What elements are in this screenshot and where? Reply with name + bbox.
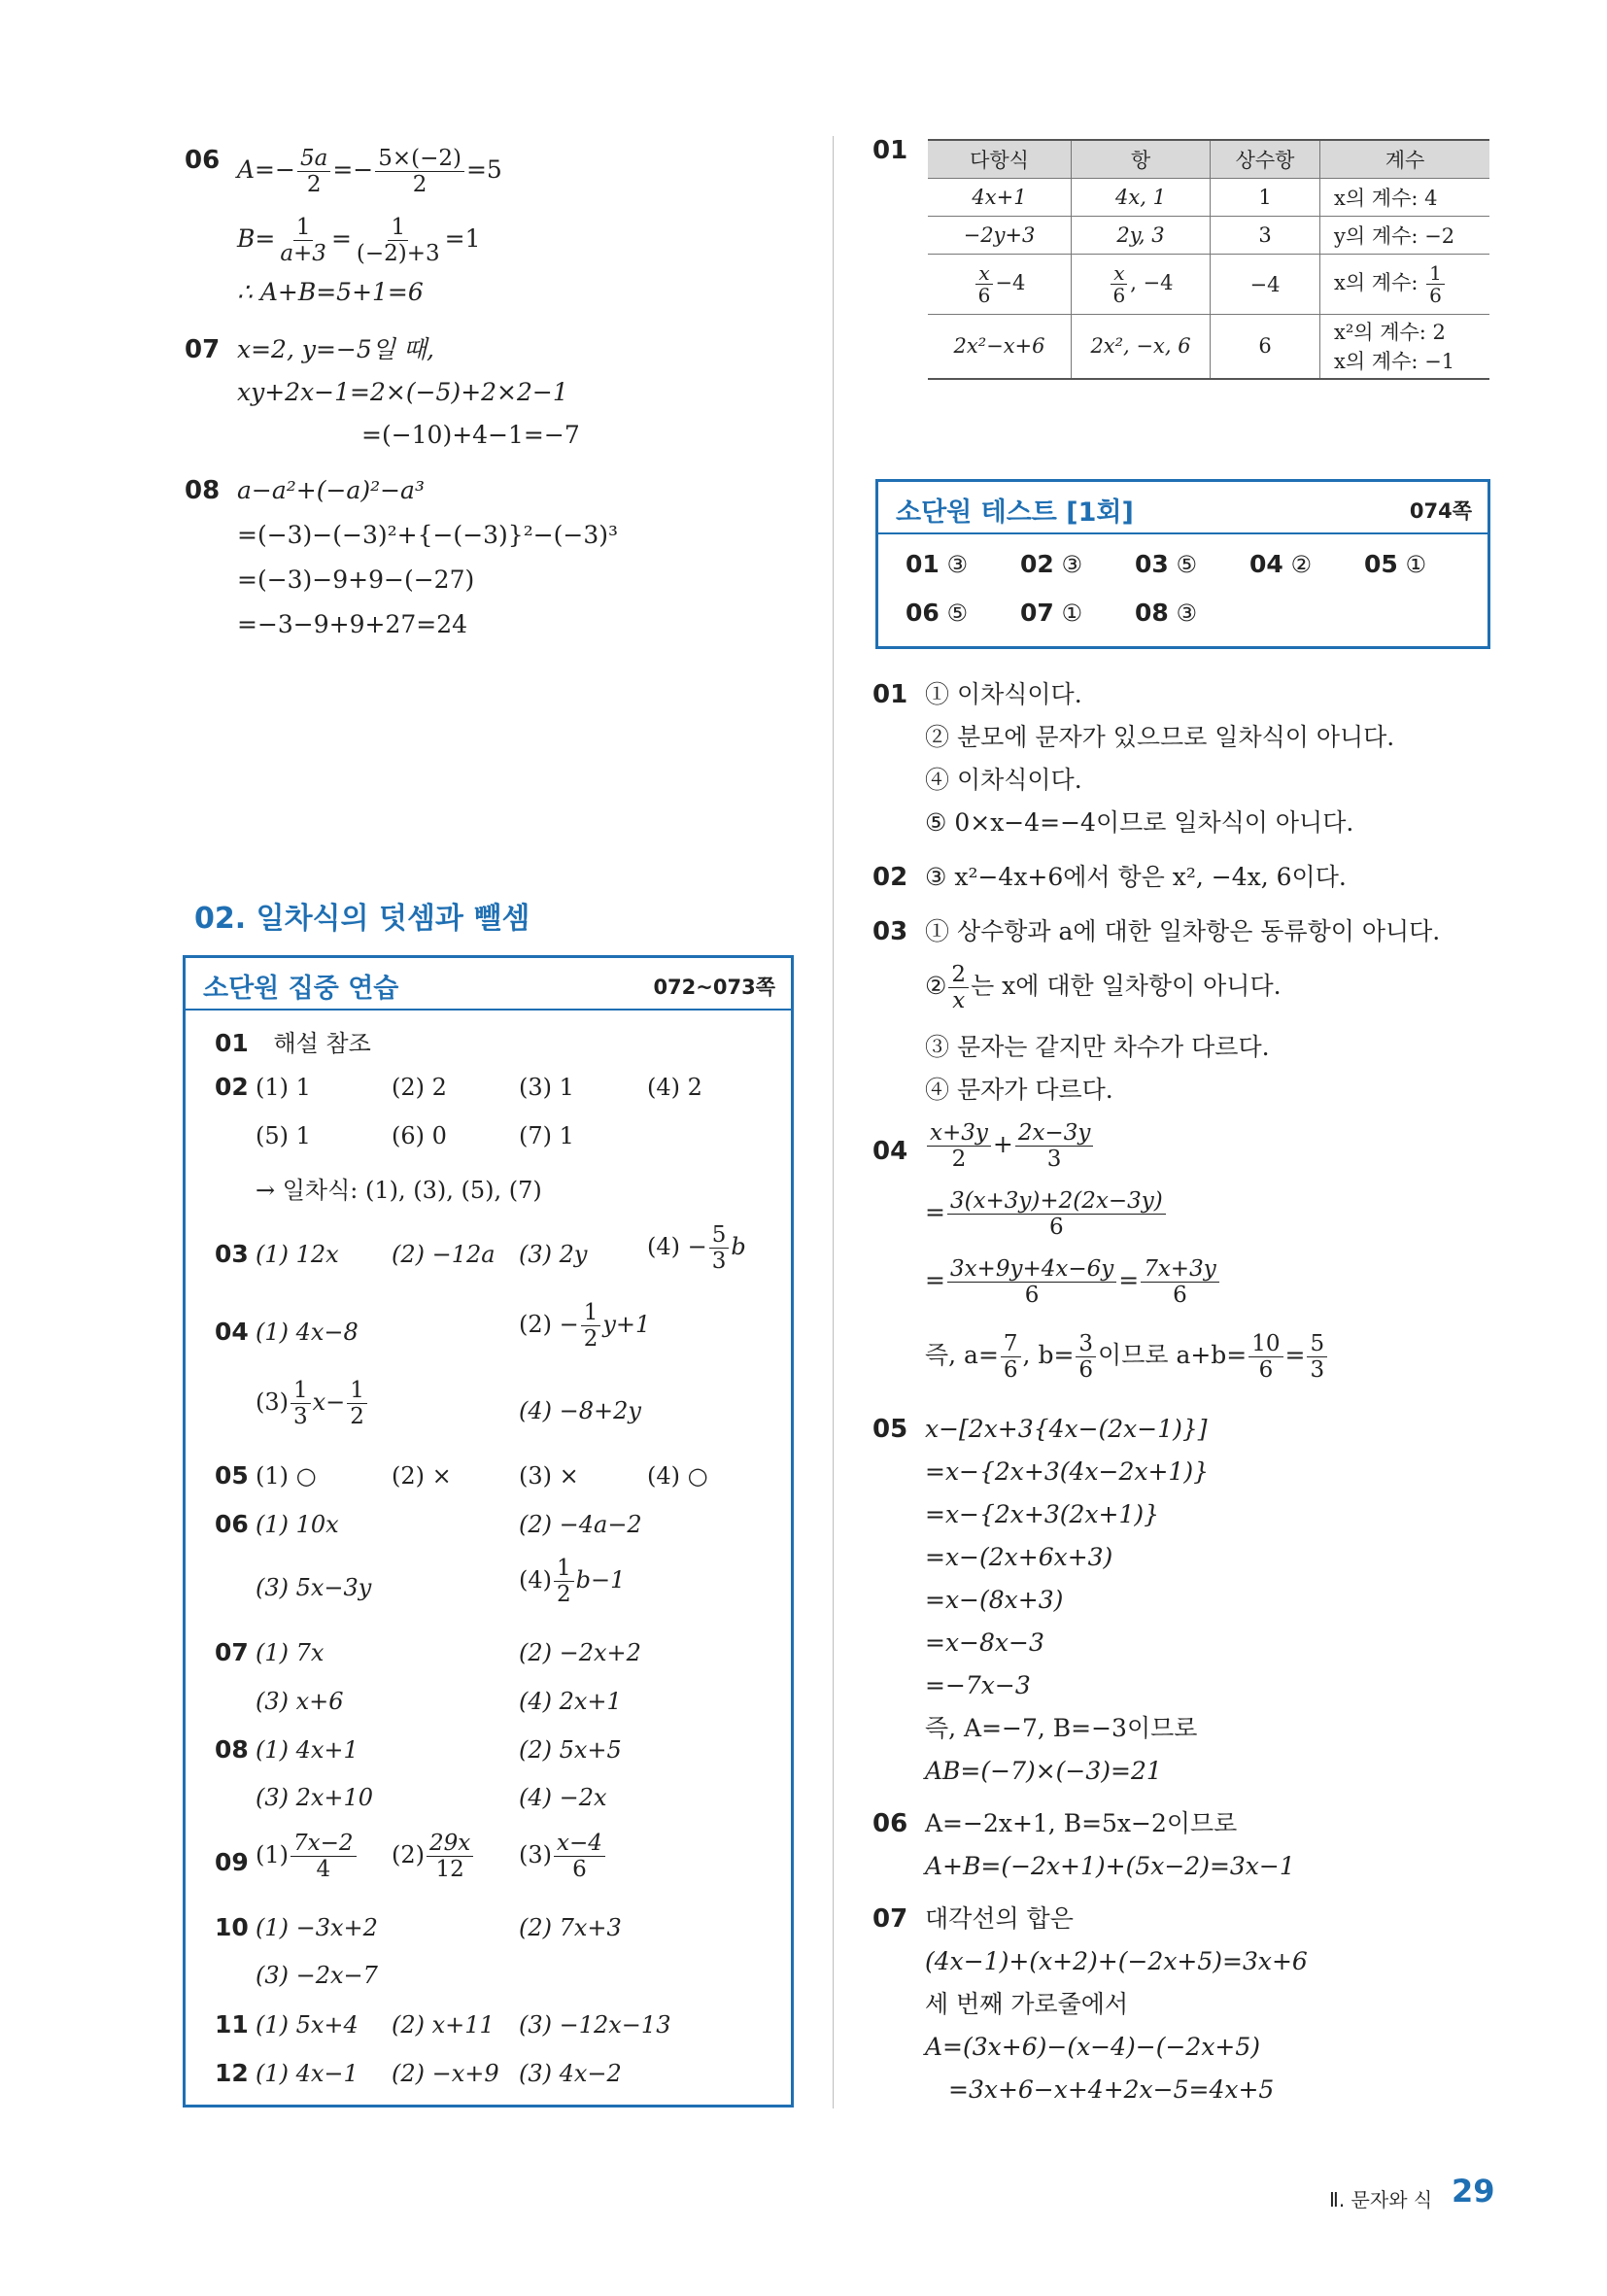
answer-row: 12 bbox=[215, 2059, 249, 2087]
answer-row: 05 bbox=[215, 1461, 249, 1490]
fraction: $\frac{1}{3}$ bbox=[291, 1378, 311, 1429]
answer-row: 07 bbox=[215, 1638, 249, 1666]
fraction: $\frac{7x+3y}{6}$ bbox=[1141, 1256, 1219, 1308]
answer-row: 10 bbox=[215, 1913, 249, 1941]
test-box bbox=[875, 479, 1490, 649]
problem-number: 03 bbox=[872, 917, 908, 946]
polynomial-table bbox=[928, 139, 1489, 380]
problem-number: 05 bbox=[872, 1415, 908, 1444]
answer-row: 08 bbox=[215, 1735, 249, 1764]
fraction: $\frac{5}{3}$ bbox=[709, 1222, 730, 1274]
section-title: 02. 일차식의 덧셈과 뺄셈 bbox=[194, 902, 530, 936]
box-title: 소단원 집중 연습 bbox=[203, 974, 399, 1004]
fraction: $\frac{1}{2}$ bbox=[347, 1378, 367, 1429]
box-page-ref: 074쪽 bbox=[1409, 499, 1472, 523]
column-divider bbox=[833, 136, 834, 2108]
fraction: $\frac{x-4}{6}$ bbox=[554, 1831, 605, 1882]
answer-row: 03 bbox=[215, 1240, 249, 1268]
problem-number: 07 bbox=[872, 1904, 908, 1934]
problem-number: 01 bbox=[872, 680, 908, 709]
answer-row: 04 bbox=[215, 1318, 249, 1346]
table-header: 계수 bbox=[1320, 140, 1490, 179]
answer-row: 06 bbox=[215, 1510, 249, 1538]
table-header: 항 bbox=[1072, 140, 1211, 179]
test-answer: 05 ① bbox=[1364, 550, 1426, 578]
table-header-row bbox=[928, 140, 1489, 179]
box-title: 소단원 테스트 [1회] bbox=[896, 497, 1134, 528]
problem-number: 02 bbox=[872, 863, 908, 892]
fraction: $\frac{5\times(-2)}{2}$ bbox=[375, 146, 464, 197]
table-header: 상수항 bbox=[1211, 140, 1320, 179]
fraction: $\frac{2x-3y}{3}$ bbox=[1015, 1120, 1094, 1172]
problem-number: 01 bbox=[872, 136, 908, 165]
table-row: −2y+3 2y, 3 3 y의 계수: −2 bbox=[928, 217, 1489, 255]
test-answer: 02 ③ bbox=[1020, 550, 1082, 578]
fraction: $\frac{1}{2}$ bbox=[554, 1556, 574, 1607]
practice-box: 소단원 집중 연습 072~073쪽 01 해설 참조 02 (1) 1 (2) 2 (3) 1 (4) 2 (5) 1 (6) 0 (7) 1 → 일차식: (1), (3), (5), (7) 03 (1) 12x (2) −12a (3) 2y (4) − $\frac{5}{3}$ b 04 (1) 4x−8 (2) − $\frac{1}{2}$ y+1 (3) $\frac{1}{3}$ x− $\frac{1}{2}$ (4) −8+2y 05 (1) ○ (2) × (3) × (4) ○ 06 (1) 10x (2) −4a−2 (3) 5x−3y (4) $\frac{1}{2}$ b−1 07 (1) 7x (2) −2x+2 (3) x+6 (4) 2x+1 08 (1) 4x+1 (2) 5x+5 (3) 2x+10 (4) −2x 09 (1) $\frac{7x-2}{4}$ (2) $\frac{29x}{12}$ (3) $\frac{x-4}{6}$ 10 (1) −3x+2 (2) 7x+3 (3) −2x−7 11 (1) 5x+4 (2) x+11 (3) −12x−13 12 (1) 4x−1 (2) −x+9 (3) 4x−2 bbox=[183, 955, 794, 2108]
fraction: $\frac{7x-2}{4}$ bbox=[291, 1831, 357, 1882]
problem-number: 04 bbox=[872, 1137, 908, 1166]
problem-number: 06 bbox=[185, 146, 221, 175]
fraction: $\frac{7}{6}$ bbox=[1001, 1331, 1021, 1383]
answer-row: 11 bbox=[215, 2010, 249, 2039]
fraction: $\frac{10}{6}$ bbox=[1248, 1331, 1282, 1383]
box-header bbox=[186, 958, 791, 1011]
test-answer: 04 ② bbox=[1249, 550, 1312, 578]
problem-number: 06 bbox=[872, 1809, 908, 1838]
answer-row: 01 해설 참조 bbox=[215, 1029, 371, 1057]
fraction: $\frac{1}{(-2)+3}$ bbox=[356, 215, 440, 266]
test-answer: 06 ⑤ bbox=[906, 599, 968, 627]
footer-chapter: Ⅱ. 문자와 식 bbox=[1329, 2188, 1433, 2211]
table-row: 2x²−x+6 2x², −x, 6 6 x²의 계수: 2 x의 계수: −1 bbox=[928, 315, 1489, 379]
fraction: $\frac{5}{3}$ bbox=[1307, 1331, 1327, 1383]
fraction: $\frac{1}{2}$ bbox=[581, 1300, 601, 1352]
box-header bbox=[878, 482, 1487, 534]
fraction: $\frac{5a}{2}$ bbox=[297, 146, 330, 197]
fraction: $\frac{3}{6}$ bbox=[1076, 1331, 1096, 1383]
fraction: $\frac{1}{a+3}$ bbox=[280, 215, 326, 266]
box-page-ref: 072~073쪽 bbox=[653, 976, 775, 999]
test-answer: 08 ③ bbox=[1135, 599, 1197, 627]
answer-row: 02 bbox=[215, 1073, 249, 1101]
test-answer: 03 ⑤ bbox=[1135, 550, 1197, 578]
page-number: 29 bbox=[1452, 2173, 1495, 2210]
test-answer: 07 ① bbox=[1020, 599, 1082, 627]
fraction: $\frac{x+3y}{2}$ bbox=[927, 1120, 991, 1172]
answer-row: 09 bbox=[215, 1848, 249, 1876]
fraction: $\frac{3x+9y+4x-6y}{6}$ bbox=[947, 1256, 1116, 1308]
table-header: 다항식 bbox=[928, 140, 1072, 179]
fraction: $\frac{2}{x}$ bbox=[948, 962, 969, 1013]
table-row: 4x+1 4x, 1 1 x의 계수: 4 bbox=[928, 179, 1489, 217]
fraction: $\frac{3(x+3y)+2(2x-3y)}{6}$ bbox=[947, 1188, 1166, 1240]
test-answer: 01 ③ bbox=[906, 550, 968, 578]
table-row: $\frac{x}{6}$ −4 $\frac{x}{6}$ , −4 −4 x의 계수: $\frac{1}{6}$ bbox=[928, 255, 1489, 315]
fraction: $\frac{29x}{12}$ bbox=[427, 1831, 473, 1882]
